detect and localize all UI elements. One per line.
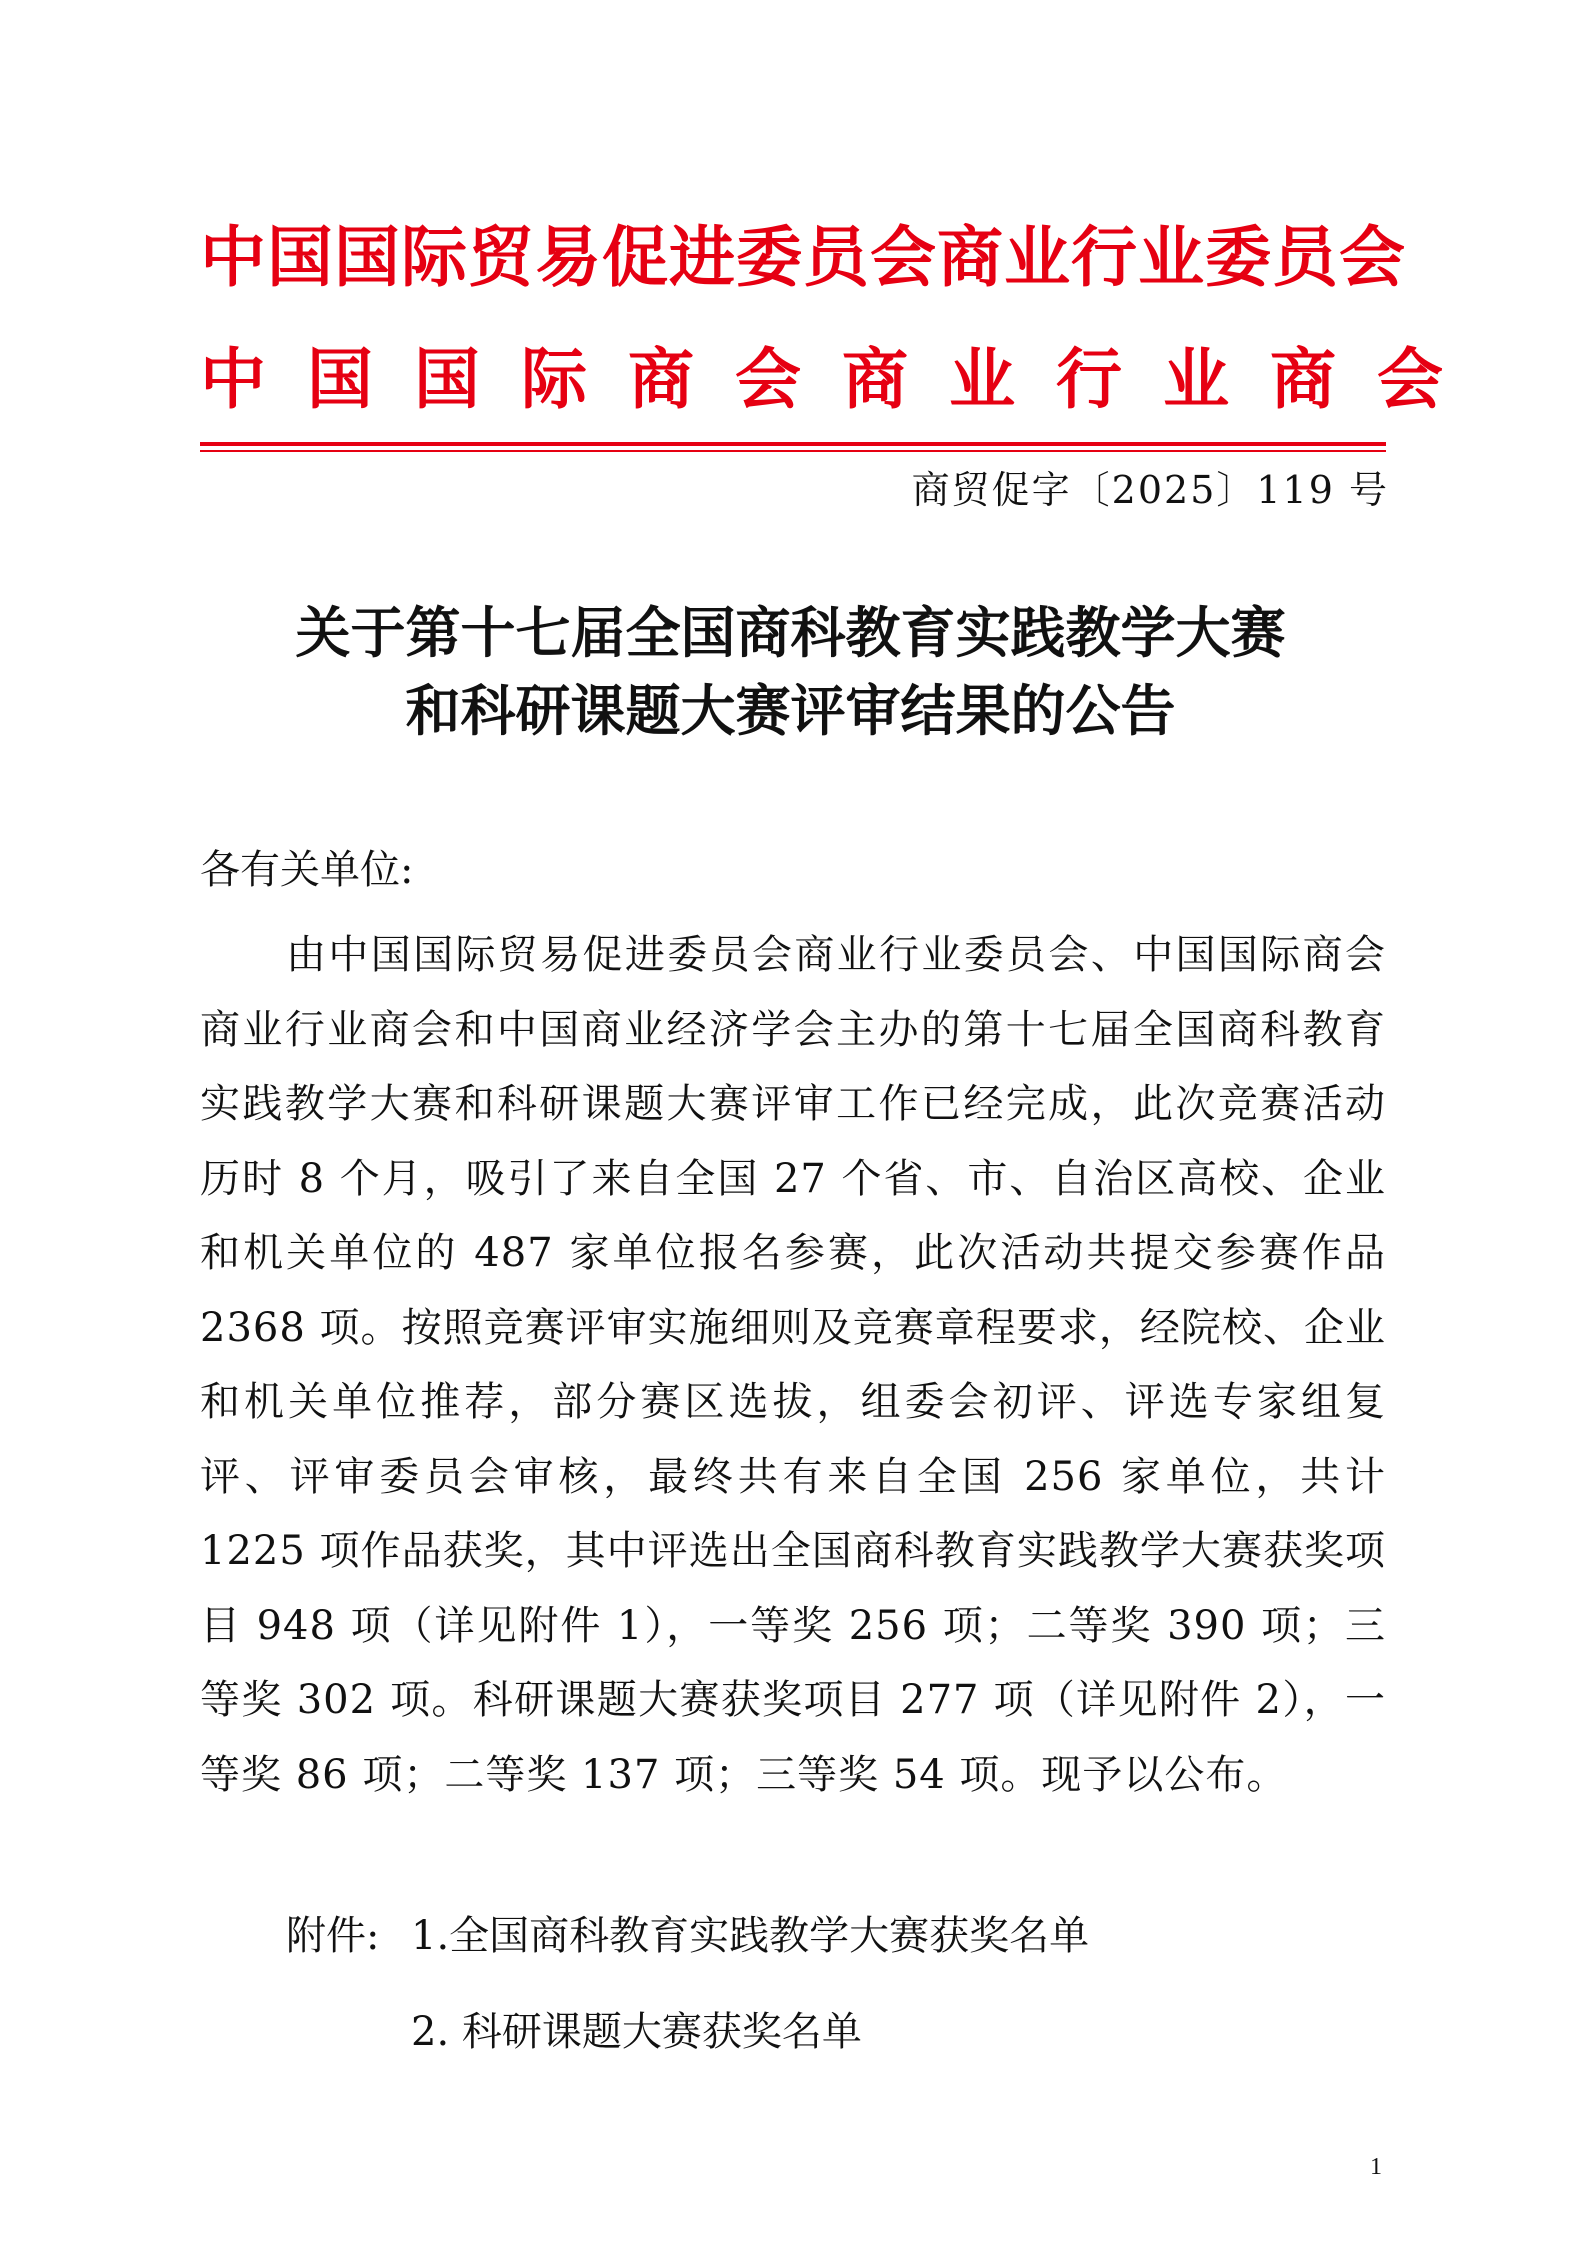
attachment-item: 1.全国商科教育实践教学大赛获奖名单	[411, 1913, 1090, 1959]
salutation: 各有关单位:	[200, 847, 414, 893]
attachments-label: 附件:	[286, 1913, 380, 1959]
attachment-item: 2. 科研课题大赛获奖名单	[411, 2009, 862, 2055]
letterhead-rule-thin	[200, 450, 1386, 452]
body-paragraph: 由中国国际贸易促进委员会商业行业委员会、中国国际商会商业行业商会和中国商业经济学会主办的第十七届全国商科教育实践教学大赛和科研课题大赛评审工作已经完成，此次竞赛活动历时 8 个月，吸引了来自全国 27 个省、市、自治区高校、企业和机关单位的 487 家单位报名参赛，此次活动共提交参赛作品 2368 项。按照竞赛评审实施细则及竞赛章程要求，经院校、企业和机关单位推荐，部分赛区选拔，组委会初评、评选专家组复评、评审委员会审核，最终共有来自全国 256 家单位，共计 1225 项作品获奖，其中评选出全国商科教育实践教学大赛获奖项目 948 项（详见附件 1），一等奖 256 项；二等奖 390 项；三等奖 302 项。科研课题大赛获奖项目 277 项（详见附件 2），一等奖 86 项；二等奖 137 项；三等奖 54 项。现予以公布。	[200, 932, 1386, 1798]
document-title-line-1: 关于第十七届全国商科教育实践教学大赛	[295, 601, 1286, 665]
document-title-line-2: 和科研课题大赛评审结果的公告	[405, 679, 1176, 743]
letterhead-rule-thick	[200, 442, 1386, 446]
letterhead-org-line-1: 中国国际贸易促进委员会商业行业委员会	[200, 219, 1406, 296]
page-number: 1	[1370, 2154, 1382, 2180]
document-number: 商贸促字〔2025〕119 号	[911, 468, 1389, 512]
letterhead-org-line-2: 中国国际商会商业行业商会	[200, 341, 1484, 418]
